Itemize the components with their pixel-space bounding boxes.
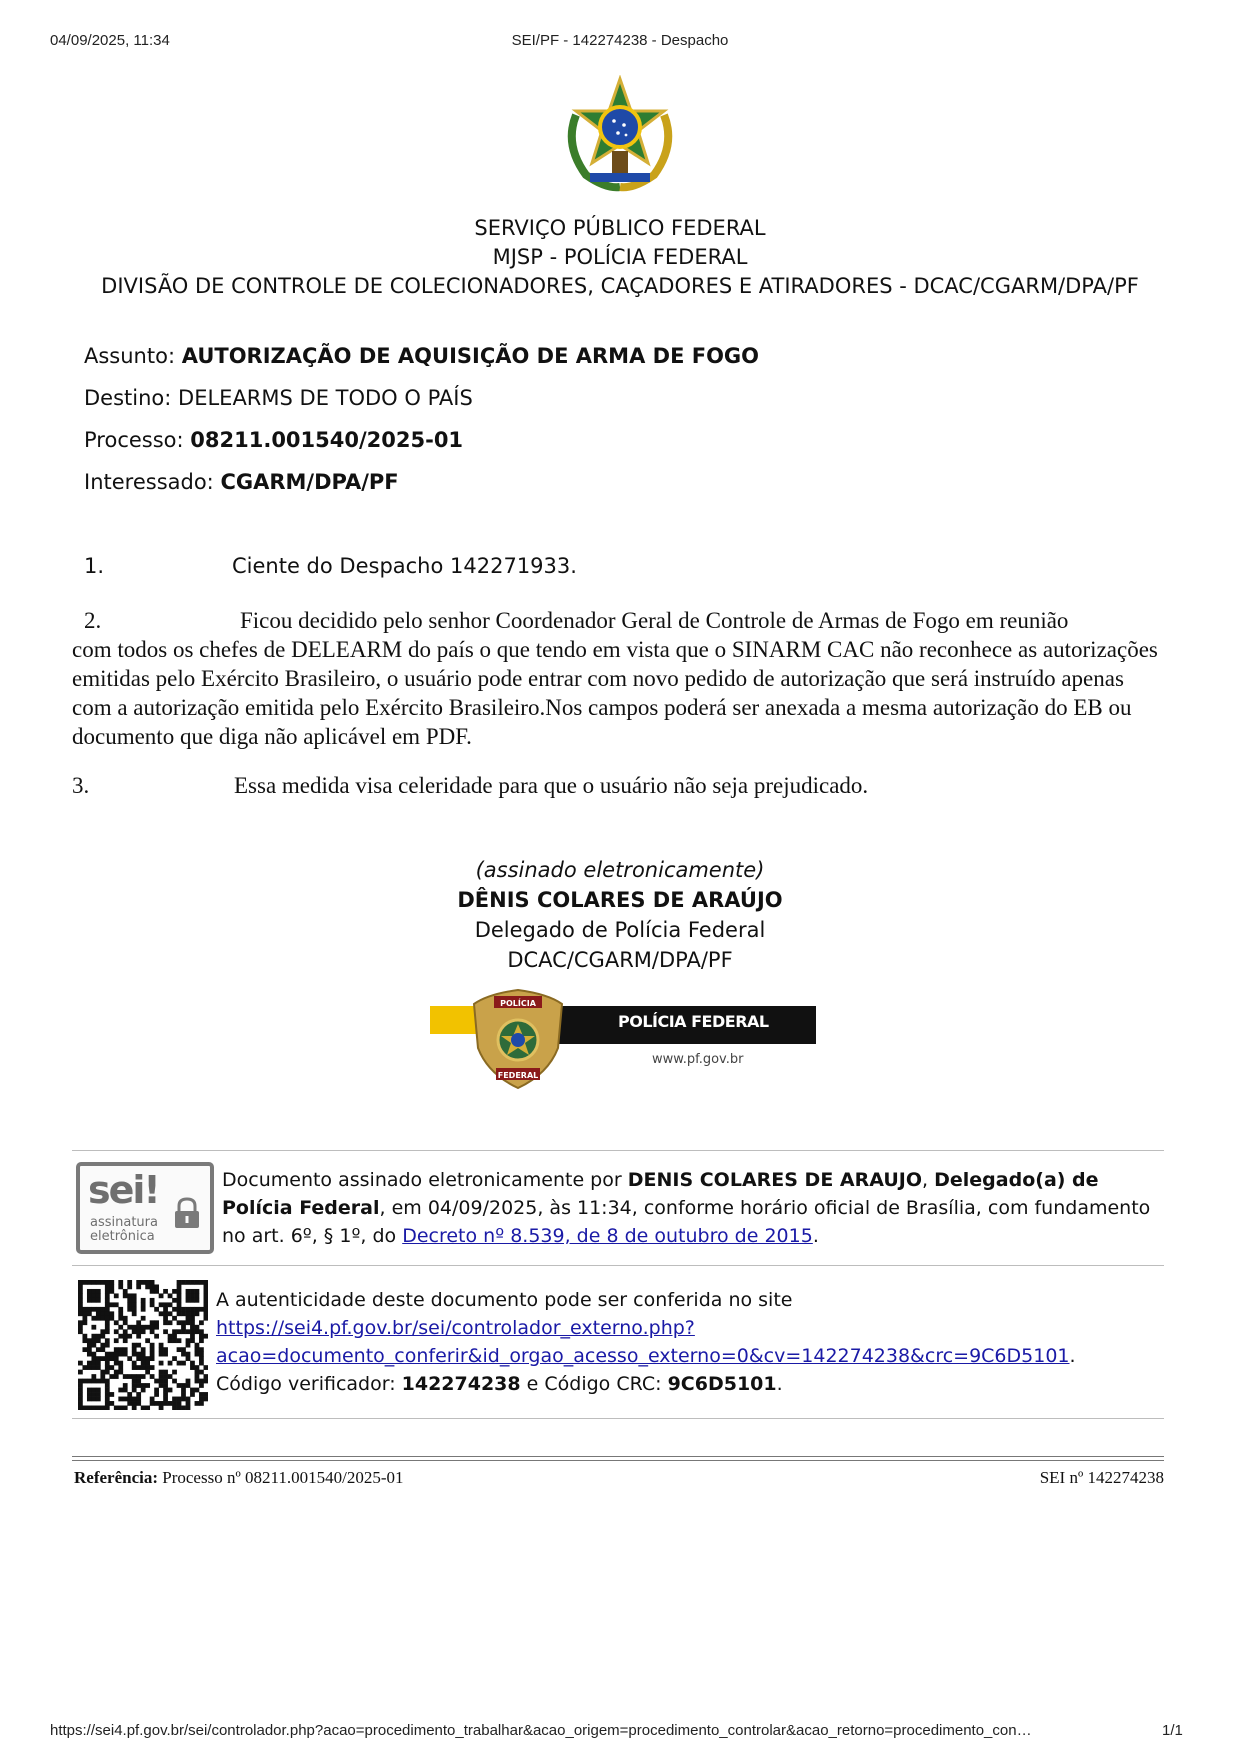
process-line [84,428,463,452]
code-label: Código verificador: [216,1373,402,1395]
sei-logo-line1: assinatura [90,1215,158,1230]
signed-statement [222,1166,1166,1250]
pf-banner [430,988,816,1090]
crc-value: 9C6D5101 [667,1373,777,1395]
destination-line [84,386,473,410]
pf-banner-url: www.pf.gov.br [652,1052,744,1067]
organization-header [0,214,1240,301]
sei-number: SEI nº 142274238 [1039,1468,1164,1487]
signed-suffix: . [812,1225,819,1247]
auth-link-part2[interactable]: acao=documento_conferir&id_orgao_acesso_externo=0&cv=142274238&crc=9C6D5101 [216,1345,1070,1367]
signature-unit: DCAC/CGARM/DPA/PF [507,948,733,972]
pf-badge-icon [468,988,568,1090]
interested-value: CGARM/DPA/PF [220,470,399,494]
signature-name: DÊNIS COLARES DE ARAÚJO [457,888,783,912]
pf-badge-top-text: POLÍCIA [500,999,536,1008]
sei-logo-line2: eletrônica [90,1229,155,1244]
paragraph-3-text: Essa medida visa celeridade para que o usuário não seja prejudicado. [234,773,869,798]
org-line-1: SERVIÇO PÚBLICO FEDERAL [474,216,766,240]
authenticity-block [216,1286,1166,1398]
destination-label: Destino: [84,386,172,410]
paragraph-1-number: 1. [84,554,105,578]
pf-banner-title: POLÍCIA FEDERAL [618,1012,769,1031]
print-datetime: 04/09/2025, 11:34 [50,32,170,49]
divider-middle [72,1265,1164,1266]
auth-link-part1[interactable]: https://sei4.pf.gov.br/sei/controlador_externo.php? [216,1317,695,1339]
reference-double-rule [72,1456,1164,1461]
signed-sep: , [922,1169,935,1191]
print-title: SEI/PF - 142274238 - Despacho [511,32,729,49]
code-value: 142274238 [401,1373,521,1395]
destination-value: DELEARMS DE TODO O PAÍS [178,386,473,410]
codes-end: . [776,1373,783,1395]
qr-code-icon[interactable] [78,1280,208,1410]
reference-value: Processo nº 08211.001540/2025-01 [158,1468,404,1487]
org-line-2: MJSP - POLÍCIA FEDERAL [492,245,748,269]
org-line-3: DIVISÃO DE CONTROLE DE COLECIONADORES, CAÇADORES E ATIRADORES - DCAC/CGARM/DPA/PF [101,274,1139,298]
coat-of-arms-icon [556,75,684,197]
reference-line [74,1468,403,1488]
divider-bottom [72,1418,1164,1419]
print-footer-page: 1/1 [1162,1722,1183,1739]
lock-icon [172,1196,202,1230]
subject-label: Assunto: [84,344,176,368]
signed-signer: DENIS COLARES DE ARAUJO [627,1169,923,1191]
pf-badge-bottom-text: FEDERAL [497,1071,539,1080]
signed-prefix: Documento assinado eletronicamente por [222,1169,628,1191]
process-value: 08211.001540/2025-01 [190,428,464,452]
signature-role: Delegado de Polícia Federal [474,918,766,942]
decree-link[interactable]: Decreto nº 8.539, de 8 de outubro de 2015 [402,1225,813,1247]
paragraph-2-text: com todos os chefes de DELEARM do país o que tendo em vista que o SINARM CAC não reconhece as autorizações emitidas pelo Exército Brasileiro, o usuário pode entrar com novo pedido de autorização que será instruído apenas com a autorização emitida pelo Exército Brasileiro.Nos campos poderá ser anexada a mesma autorização do EB ou documento que diga não aplicável em PDF. [72,637,1158,749]
interested-label: Interessado: [84,470,214,494]
process-label: Processo: [84,428,184,452]
reference-label: Referência: [74,1468,159,1487]
paragraph-2-first-line: Ficou decidido pelo senhor Coordenador Geral de Controle de Armas de Fogo em reunião [240,608,1069,633]
subject-value: AUTORIZAÇÃO DE AQUISIÇÃO DE ARMA DE FOGO [181,344,760,368]
paragraph-1-text: Ciente do Despacho 142271933. [232,554,577,578]
paragraph-3-number: 3. [72,773,90,798]
auth-line1: A autenticidade deste documento pode ser conferida no site [216,1289,793,1311]
sei-signature-logo [76,1162,214,1254]
sei-logo-mark: sei! [88,1168,159,1212]
signature-note: (assinado eletronicamente) [475,858,765,882]
divider-top [72,1150,1164,1151]
auth-link-suffix: . [1069,1345,1076,1367]
auth-codes [216,1370,1166,1398]
signed-middle: , em 04/09/2025, às 11:34, conforme horário oficial de Brasília, com fundamento no art. 6º, § 1º, do [222,1197,1151,1247]
signature-block [0,855,1240,975]
paragraph-2-number: 2. [84,608,102,633]
sei-logo-caption [90,1216,158,1244]
print-footer-url: https://sei4.pf.gov.br/sei/controlador.php?acao=procedimento_trabalhar&acao_origem=procedimento_controlar&acao_retorno=procedimento_con… [50,1722,1032,1739]
interested-line [84,470,399,494]
subject-line [84,344,759,368]
crc-label: e Código CRC: [520,1373,668,1395]
signed-role: Delegado(a) de Polícia Federal [222,1169,1099,1219]
